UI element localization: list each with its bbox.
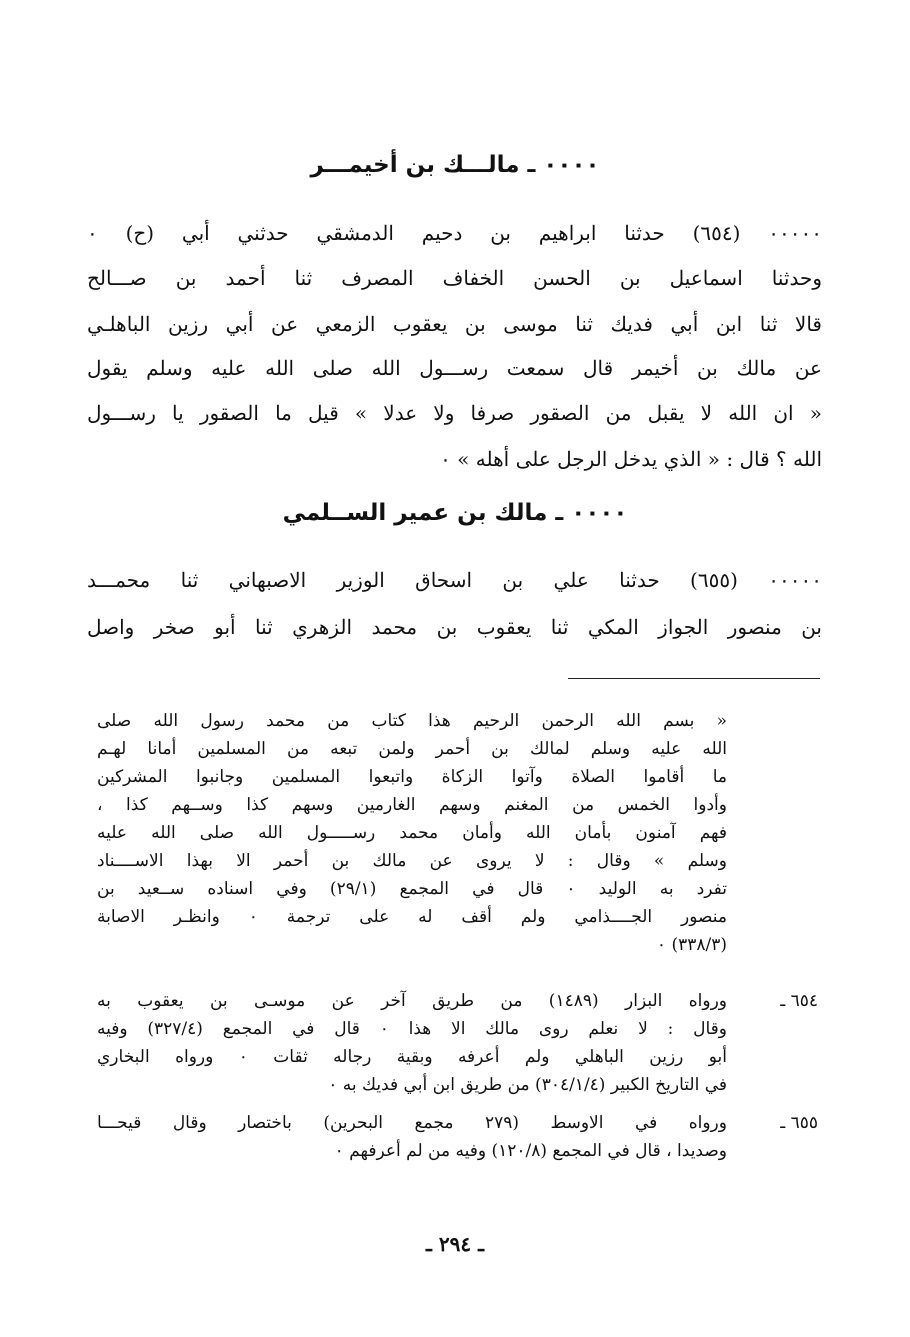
text-line: وحدثنا اسماعيل بن الحسن الخفاف المصرف ثنا أحمد بن صـــالح <box>87 266 822 290</box>
section-heading-malik-ibn-umayr: ٠٠٠٠ ـ مالك بن عمير الســلمي <box>282 500 628 526</box>
footnote-line: وصديدا ، قال في المجمع (١٢٠/٨) وفيه من لم أعرفهم ٠ <box>334 1141 727 1161</box>
page-number: ـ ٢٩٤ ـ <box>426 1232 484 1256</box>
footnote-divider <box>568 678 820 679</box>
footnote-line: وسلم » وقال : لا يروى عن مالك بن أحمر الا بهذا الاســــناد <box>97 851 727 871</box>
footnote-line: فهم آمنون بأمان الله وأمان محمد رســـــول الله صلى الله عليه <box>97 823 727 843</box>
footnote-line: وقال : لا نعلم روى مالك الا هذا ٠ قال في المجمع (٣٢٧/٤) وفيه <box>97 1019 727 1039</box>
text-line: ٠٠٠٠٠ (٦٥٥) حدثنا علي بن اسحاق الوزير الاصبهاني ثنا محمـــد <box>87 568 822 592</box>
footnote-line: منصور الجــــذامي ولم أقف له على ترجمة ٠ وانظـر الاصابة <box>97 907 728 927</box>
footnote-line: الله عليه وسلم لمالك بن أحمر ولمن تبعه من المسلمين أمانا لهـم <box>97 739 727 759</box>
text-line: بن منصور الجواز المكي ثنا يعقوب بن محمد الزهري ثنا أبو صخر واصل <box>87 615 822 639</box>
footnote-line: تفرد به الوليد ٠ قال في المجمع (٢٩/١) وفي اسناده ســعيد بن <box>97 879 727 899</box>
footnote-line: ورواه البزار (١٤٨٩) من طريق آخر عن موسـى بن يعقوب به <box>97 991 728 1011</box>
footnote-line: أبو رزين الباهلي ولم أعرفه وبقية رجاله ثقات ٠ ورواه البخاري <box>97 1047 727 1067</box>
footnote-line: ما أقاموا الصلاة وآتوا الزكاة واتبعوا المسلمين وجانبوا المشركين <box>97 767 727 787</box>
text-line: الله ؟ قال : « الذي يدخل الرجل على أهله » ٠ <box>440 447 822 471</box>
footnote-line: وأدوا الخمس من المغنم وسهم الغارمين وسهم كذا وســهم كذا ، <box>97 795 727 815</box>
text-line: قالا ثنا ابن أبي فديك ثنا موسى بن يعقوب الزمعي عن أبي رزين الباهلـي <box>87 312 822 336</box>
text-line: عن مالك بن أخيمر قال سمعت رســـول الله صلى الله عليه وسلم يقول <box>87 356 822 380</box>
footnote-number: ٦٥٥ ـ <box>780 1113 818 1133</box>
section-heading-malik-ibn-ukhaymir: ٠٠٠٠ ـ مالـــك بن أخيمـــر <box>310 152 600 178</box>
footnote-line: ورواه في الاوسط (٢٧٩ مجمع البحرين) باختصار وقال قيحـــا <box>97 1113 727 1133</box>
footnote-line: في التاريخ الكبير (٣٠٤/١/٤) من طريق ابن أبي فديك به ٠ <box>328 1075 727 1095</box>
text-line: ٠٠٠٠٠ (٦٥٤) حدثنا ابراهيم بن دحيم الدمشقي حدثني أبي (ح) ٠ <box>87 221 822 245</box>
footnote-number: ٦٥٤ ـ <box>780 991 818 1011</box>
footnote-line: (٣٣٨/٣) ٠ <box>656 935 727 955</box>
text-line: « ان الله لا يقبل من الصقور صرفا ولا عدلا » قيل ما الصقور يا رســـول <box>87 401 822 425</box>
footnote-line: « بسم الله الرحمن الرحيم هذا كتاب من محمد رسول الله صلى <box>97 711 727 731</box>
